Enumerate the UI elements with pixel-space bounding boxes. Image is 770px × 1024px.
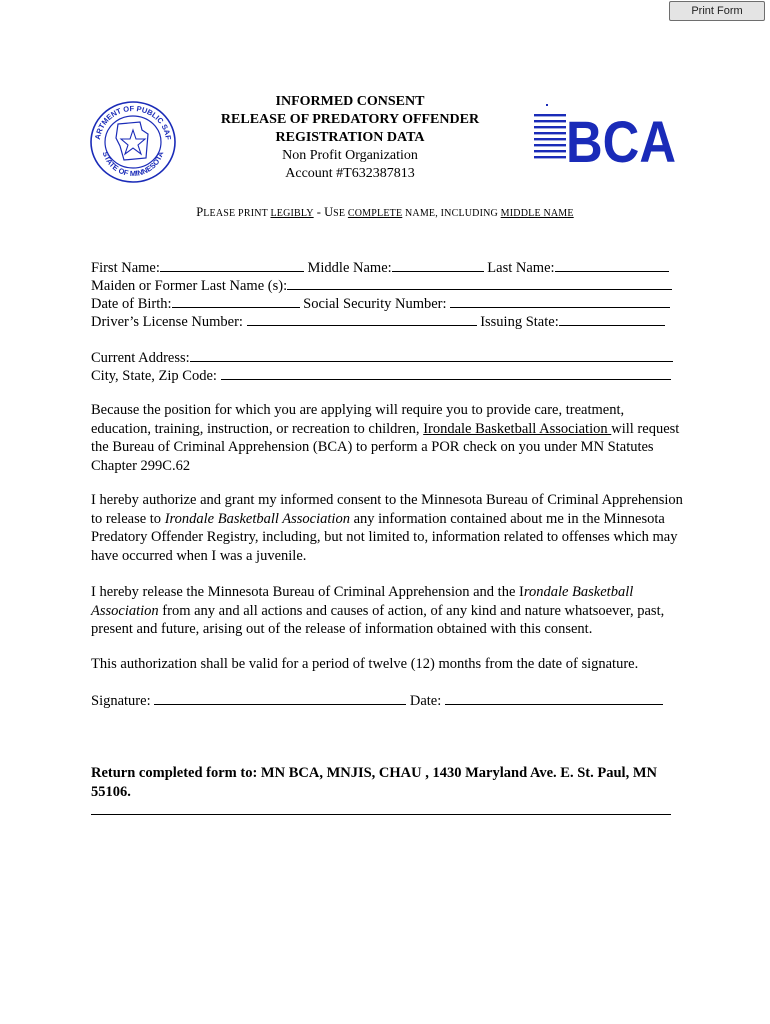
seal-ring-bottom-text: STATE OF MINNESOTA bbox=[100, 150, 166, 179]
dob-ssn-row bbox=[91, 294, 670, 312]
signature-row bbox=[91, 691, 663, 709]
dl-number-label: Driver’s License Number: bbox=[91, 314, 243, 330]
address-row bbox=[91, 348, 673, 366]
maiden-row bbox=[91, 276, 672, 294]
date-label: Date: bbox=[409, 693, 442, 709]
bca-logo bbox=[534, 104, 679, 175]
dps-seal-logo bbox=[88, 100, 178, 184]
last-name-label: Last Name: bbox=[487, 260, 555, 276]
dl-number-field[interactable] bbox=[247, 312, 477, 326]
current-address-field[interactable] bbox=[190, 348, 673, 362]
name-row bbox=[91, 258, 669, 276]
ssn-label: Social Security Number: bbox=[303, 296, 447, 312]
first-name-field[interactable] bbox=[160, 258, 304, 272]
paragraph-purpose: Because the position for which you are applying will require you to provide care, treatment, education, training, instruction, or recreation to children, Irondale Basketball Association will request the Bureau of Criminal Apprehension (BCA) to perform a POR check on you under MN Statutes Chapter 299C.62 bbox=[91, 402, 680, 474]
paragraph-release: I hereby release the Minnesota Bureau of Criminal Apprehension and the Irondale Basketball Association from any and all actions and causes of action, of any kind and nature whatsoever, past, present and future, arising out of the release of information obtained with this consent. bbox=[91, 584, 665, 638]
middle-name-field[interactable] bbox=[392, 258, 484, 272]
title-line-3: REGISTRATION DATA bbox=[275, 130, 425, 145]
title-line-2: RELEASE OF PREDATORY OFFENDER bbox=[220, 112, 480, 127]
print-form-button[interactable]: Print Form bbox=[669, 1, 765, 21]
bca-logo-text: BCA bbox=[566, 110, 676, 175]
maiden-name-label: Maiden or Former Last Name (s): bbox=[91, 278, 288, 294]
paragraph-authorization: I hereby authorize and grant my informed consent to the Minnesota Bureau of Criminal Apprehension to release to Irondale Basketball Association any information contained about me in the Minnesota Predatory Offender Registry, including, but not limited to, information related to offenses which may have occurred when I was a juvenile. bbox=[91, 492, 683, 564]
org-name: Irondale Basketball Association bbox=[164, 510, 350, 527]
dob-field[interactable] bbox=[172, 294, 300, 308]
seal-ring-top-text: ARTMENT OF PUBLIC SAF bbox=[93, 103, 173, 141]
paragraph-validity: This authorization shall be valid for a period of twelve (12) months from the date of signature. bbox=[91, 656, 639, 672]
dl-row bbox=[91, 312, 665, 330]
issuing-state-field[interactable] bbox=[559, 312, 665, 326]
return-instructions: Return completed form to: MN BCA, MNJIS, CHAU , 1430 Maryland Ave. E. St. Paul, MN 55106. bbox=[91, 765, 657, 800]
ssn-field[interactable] bbox=[450, 294, 670, 308]
first-name-label: First Name: bbox=[91, 260, 160, 276]
date-field[interactable] bbox=[445, 691, 663, 705]
dob-label: Date of Birth: bbox=[91, 296, 172, 312]
city-state-zip-label: City, State, Zip Code: bbox=[91, 368, 217, 384]
city-row bbox=[91, 366, 671, 384]
org-name: Irondale Basketball Association bbox=[423, 420, 612, 437]
city-state-zip-field[interactable] bbox=[221, 366, 671, 380]
print-instructions: PLEASE PRINT LEGIBLY - USE COMPLETE NAME, INCLUDING MIDDLE NAME bbox=[196, 205, 574, 219]
signature-label: Signature: bbox=[91, 693, 151, 709]
bottom-divider bbox=[91, 814, 671, 815]
subtitle-account: Account #T632387813 bbox=[285, 166, 415, 181]
document-title bbox=[180, 93, 520, 183]
maiden-name-field[interactable] bbox=[287, 276, 672, 290]
subtitle-org: Non Profit Organization bbox=[282, 148, 418, 163]
last-name-field[interactable] bbox=[555, 258, 669, 272]
signature-field[interactable] bbox=[154, 691, 406, 705]
org-name: rondale Basketball Association bbox=[91, 584, 634, 619]
title-line-1: INFORMED CONSENT bbox=[275, 94, 425, 109]
svg-text:STATE OF MINNESOTA bbox=[101, 150, 166, 178]
middle-name-label: Middle Name: bbox=[307, 260, 392, 276]
current-address-label: Current Address: bbox=[91, 350, 190, 366]
issuing-state-label: Issuing State: bbox=[480, 314, 559, 330]
